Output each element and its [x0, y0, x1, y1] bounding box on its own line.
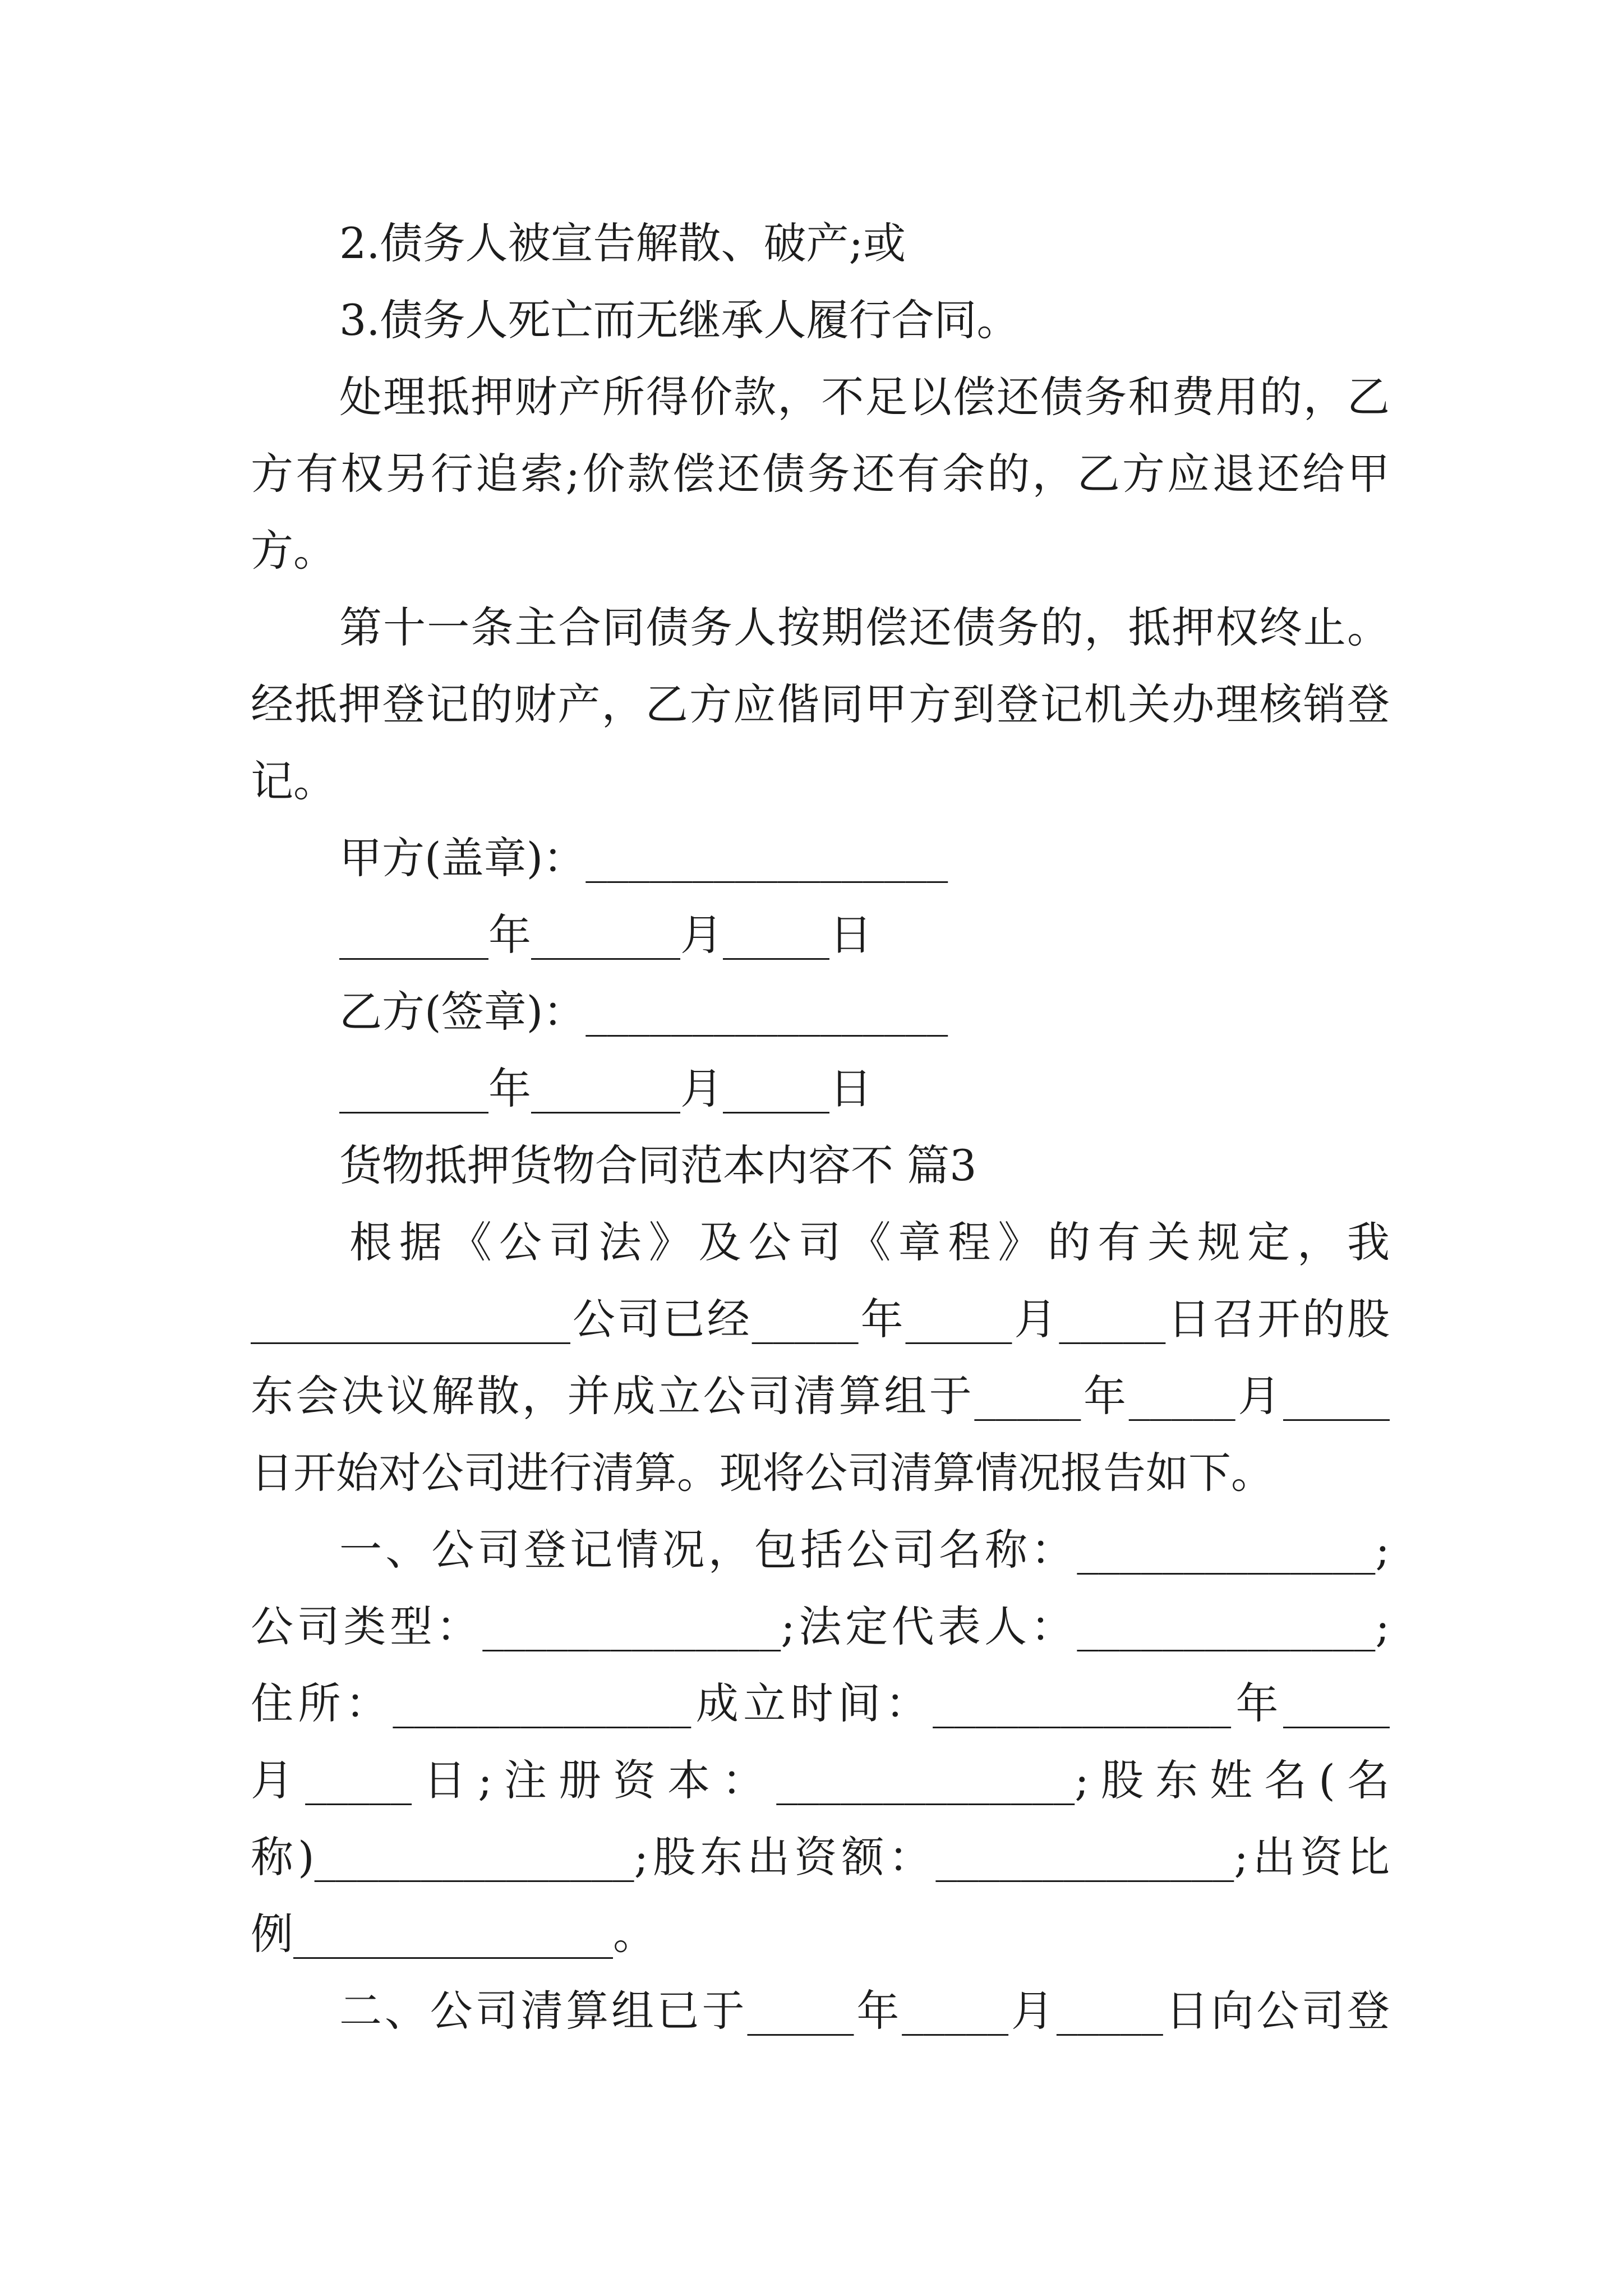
article-11-line: 经抵押登记的财产，乙方应偕同甲方到登记机关办理核销登	[251, 679, 1390, 729]
party-a-seal-line: 甲方(盖章)：_________________	[339, 833, 948, 883]
section-heading: 货物抵押货物合同范本内容不 篇3	[339, 1140, 977, 1190]
registration-info-line: 称)_______________;股东出资额：______________;出资比	[251, 1832, 1390, 1882]
registration-info-line: 例_______________。	[251, 1909, 656, 1959]
party-b-signature-line: 乙方(签章)：_________________	[339, 987, 948, 1037]
registration-info-line: 住所：______________成立时间：______________年_____	[251, 1678, 1390, 1728]
article-11-line: 记。	[251, 756, 336, 806]
disposal-paragraph-line: 方。	[251, 526, 336, 576]
report-intro-line: 日开始对公司进行清算。现将公司清算情况报告如下。	[251, 1448, 1274, 1498]
disposal-paragraph-line: 方有权另行追索;价款偿还债务还有余的，乙方应退还给甲	[251, 449, 1390, 499]
party-a-date-line: _______年_______月_____日	[339, 910, 872, 960]
clause-item-3: 3.债务人死亡而无继承人履行合同。	[339, 295, 1020, 345]
disposal-paragraph-line: 处理抵押财产所得价款，不足以偿还债务和费用的，乙	[339, 372, 1390, 422]
registration-info-line: 一、公司登记情况，包括公司名称：______________;	[339, 1525, 1390, 1575]
clause-item-2: 2.债务人被宣告解散、破产;或	[339, 218, 906, 268]
article-11-line: 第十一条主合同债务人按期偿还债务的，抵押权终止。	[339, 602, 1390, 652]
party-b-date-line: _______年_______月_____日	[339, 1064, 872, 1114]
report-intro-line: 根据《公司法》及公司《章程》的有关规定，我	[349, 1217, 1390, 1267]
report-intro-line: _______________公司已经_____年_____月_____日召开的股	[251, 1294, 1390, 1344]
registration-info-line: 月_____日;注册资本：______________;股东姓名(名	[251, 1755, 1390, 1805]
section-2-line: 二、公司清算组已于_____年_____月_____日向公司登	[339, 1986, 1390, 2036]
registration-info-line: 公司类型：______________;法定代表人：______________;	[251, 1602, 1390, 1651]
document-body	[251, 205, 1390, 2049]
report-intro-line: 东会决议解散，并成立公司清算组于_____年_____月_____	[251, 1371, 1390, 1421]
